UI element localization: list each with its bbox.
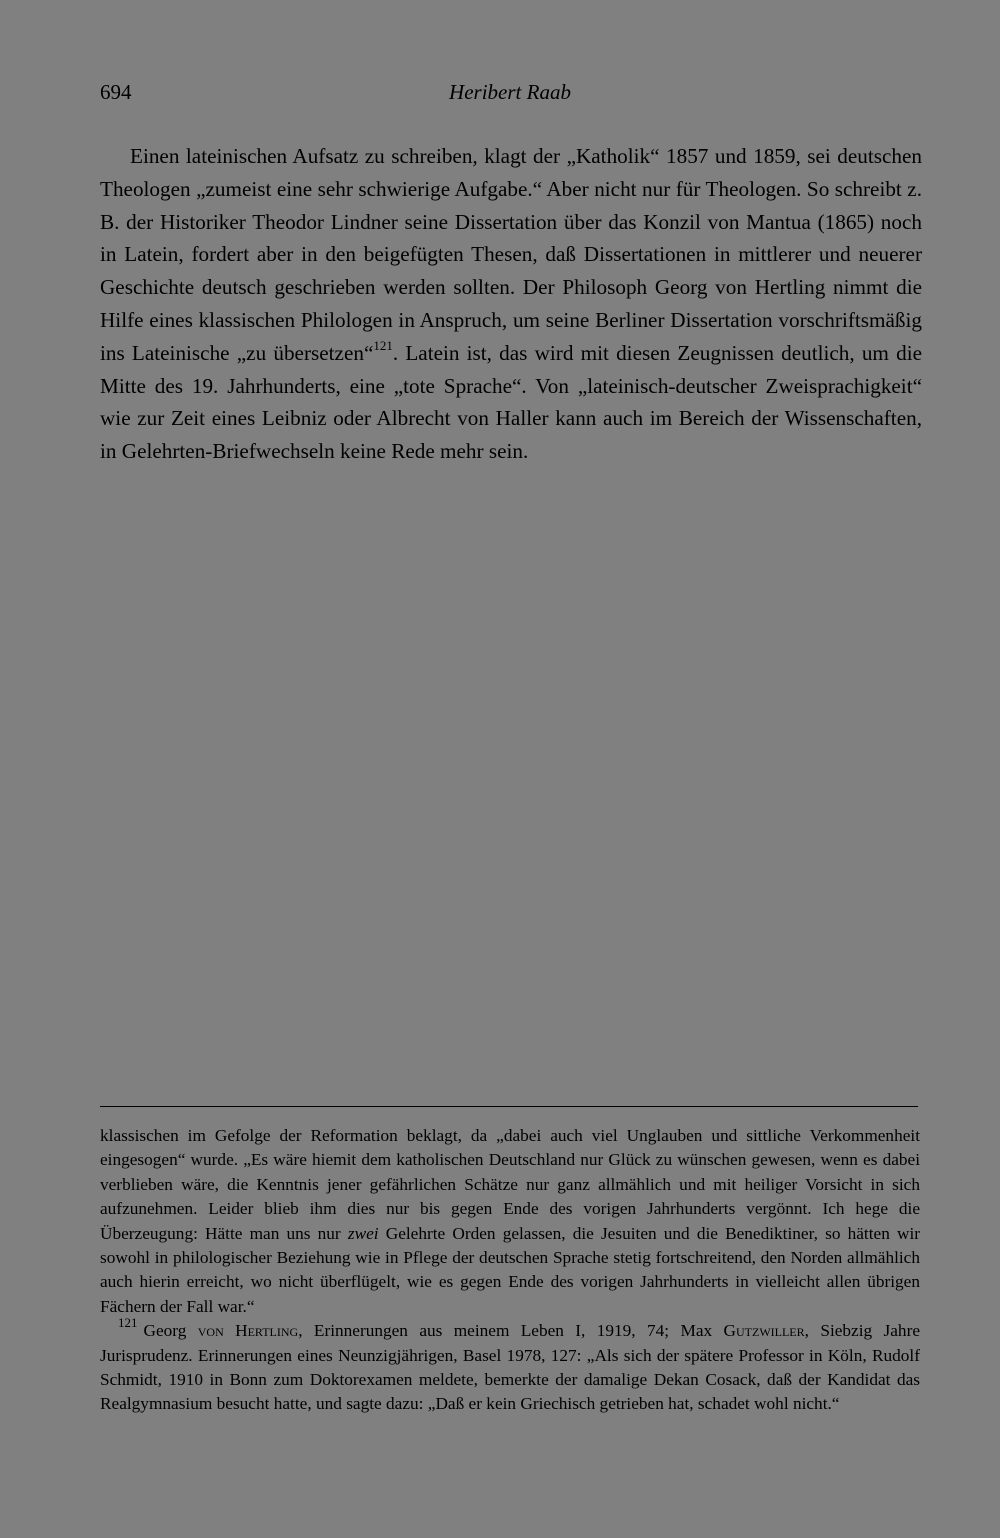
- footnote-121-text-2: , Erinnerungen aus meinem Leben I, 1919, 74; Max: [298, 1321, 713, 1341]
- footnote-rule: [100, 1106, 918, 1107]
- page-header: [100, 80, 920, 110]
- footnote-continuation-text-1: klassischen im Gefolge der Reformation beklagt, da „dabei auch viel Unglauben und sittliche Verkommenheit eingesogen“ wurde. „Es wäre hiemit dem katholischen Deutschland nur Glück zu wünschen gewesen, wenn es dabei verblieben wäre, die Kenntnis jener gefährlichen Schätze nur ganz allmählich und mit heiliger Vorsicht in sich aufzunehmen. Leider blieb ihm dies nur bis gegen Ende des vorigen Jahrhunderts vergönnt. Ich hege die Überzeugung: Hätte man uns nur: [100, 1126, 920, 1243]
- footnote-121-text-3: , Siebzig Jahre Jurisprudenz. Erinnerungen eines Neunzigjährigen, Basel 1978, 127: „Als sich der spätere Professor in Köln, Rudolf Schmidt, 1910 in Bonn zum Doktorexamen meldete, bemerkte der damalige Dekan Cosack, daß der Kandidat das Realgymnasium besucht hatte, und sagte dazu: „Daß er kein Griechisch getrieben hat, schadet wohl nicht.“: [100, 1321, 920, 1414]
- running-head: Heribert Raab: [449, 80, 571, 104]
- author-name-gutzwiller: Gutzwiller: [723, 1321, 805, 1341]
- footnote-reference: 121: [373, 337, 393, 353]
- body-text-part-2: . Latein ist, das wird mit diesen Zeugnissen deutlich, um die Mitte des 19. Jahrhunderts, eine „tote Sprache“. Von „lateinisch-deutscher Zweisprachigkeit“ wie zur Zeit eines Leibniz oder Albrecht von Haller kann auch im Bereich der Wissenschaften, in Gelehrten-Briefwechseln keine Rede mehr sein.: [100, 340, 922, 464]
- author-name-hertling: von Hertling: [197, 1321, 299, 1341]
- footnote-121-text-1: Georg: [143, 1321, 187, 1341]
- footnote-121: $^{121}$ Georg von Hertling, Erinnerungen aus meinem Leben I, 1919, 74; Max Gutzwiller, Siebzig Jahre Jurisprudenz. Erinnerungen eines Neunzigjährigen, Basel 1978, 127: „Als sich der spätere Professor in Köln, Rudolf Schmidt, 1910 in Bonn zum Doktorexamen meldete, bemerkte der damalige Dekan Cosack, daß der Kandidat das Realgymnasium besucht hatte, und sagte dazu: „Daß er kein Griechisch getrieben hat, schadet wohl nicht.“: [100, 1315, 920, 1414]
- body-text-part-1: Einen lateinischen Aufsatz zu schreiben, klagt der „Katholik“ 1857 und 1859, sei deutschen Theologen „zumeist eine sehr schwierige Aufgabe.“ Aber nicht nur für Theologen. So schreibt z. B. der Historiker Theodor Lindner seine Dissertation über das Konzil von Mantua (1865) noch in Latein, fordert aber in den beigefügten Thesen, daß Dissertationen in mittlerer und neuerer Geschichte deutsch geschrieben werden sollten. Der Philosoph Georg von Hertling nimmt die Hilfe eines klassischen Philologen in Anspruch, um seine Berliner Dissertation vorschriftsmäßig ins Lateinische „zu übersetzen“: [100, 144, 922, 365]
- footnote-continuation: [100, 1124, 920, 1319]
- footnote-continuation-text-2: Gelehrte Orden gelassen, die Jesuiten und die Benediktiner, so hätten wir sowohl in philologischer Beziehung wie in Pflege der deutschen Sprache stetig fortschreitend, den Norden allmählich auch hierin erreicht, wo nicht überflügelt, wie es gegen Ende des vorigen Jahrhunderts in vielleicht allen übrigen Fächern der Fall war.“: [100, 1223, 921, 1316]
- page-number: 694: [100, 80, 132, 104]
- body-paragraph: [100, 140, 922, 468]
- footnote-emphasis: zwei: [347, 1223, 379, 1243]
- footnotes: [100, 1124, 920, 1417]
